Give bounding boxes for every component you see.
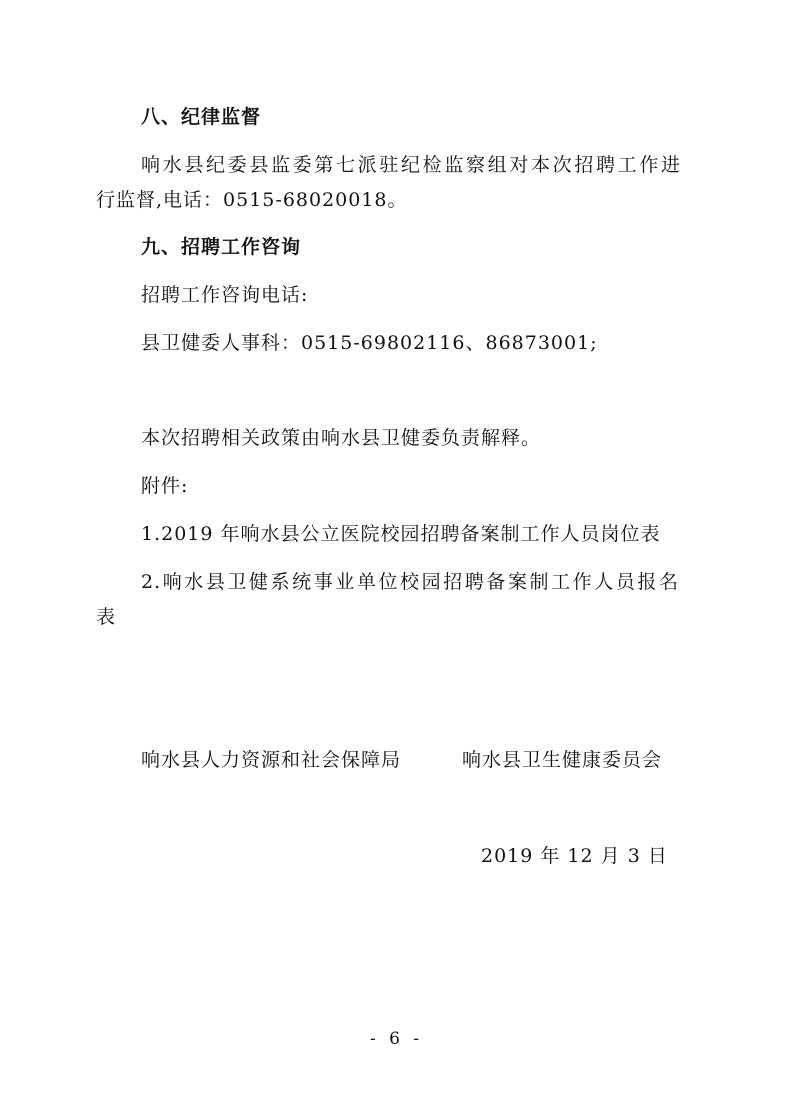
signature-org-health-commission: 响水县卫生健康委员会	[462, 749, 663, 771]
consultation-phone-label: 招聘工作咨询电话:	[141, 284, 309, 306]
section-heading-discipline: 八、纪律监督	[141, 106, 262, 128]
discipline-paragraph-line-2: 行监督,电话：0515-68020018。	[96, 189, 408, 211]
interpretation-statement: 本次招聘相关政策由响水县卫健委负责解释。	[141, 427, 542, 449]
attachment-item-1: 1.2019 年响水县公立医院校园招聘备案制工作人员岗位表	[141, 523, 661, 545]
attachments-label: 附件:	[141, 475, 189, 497]
page-number: - 6 -	[370, 1029, 424, 1049]
consultation-phone-numbers: 县卫健委人事科：0515-69802116、86873001;	[141, 332, 598, 354]
attachment-item-2-line-1: 2.响水县卫健系统事业单位校园招聘备案制工作人员报名	[141, 571, 679, 593]
attachment-item-2-line-2: 表	[96, 606, 117, 628]
discipline-paragraph-line-1: 响水县纪委县监委第七派驻纪检监察组对本次招聘工作进	[141, 154, 681, 176]
signature-date: 2019 年 12 月 3 日	[481, 845, 668, 867]
signature-org-hrss: 响水县人力资源和社会保障局	[141, 749, 402, 771]
section-heading-consultation: 九、招聘工作咨询	[141, 236, 302, 258]
